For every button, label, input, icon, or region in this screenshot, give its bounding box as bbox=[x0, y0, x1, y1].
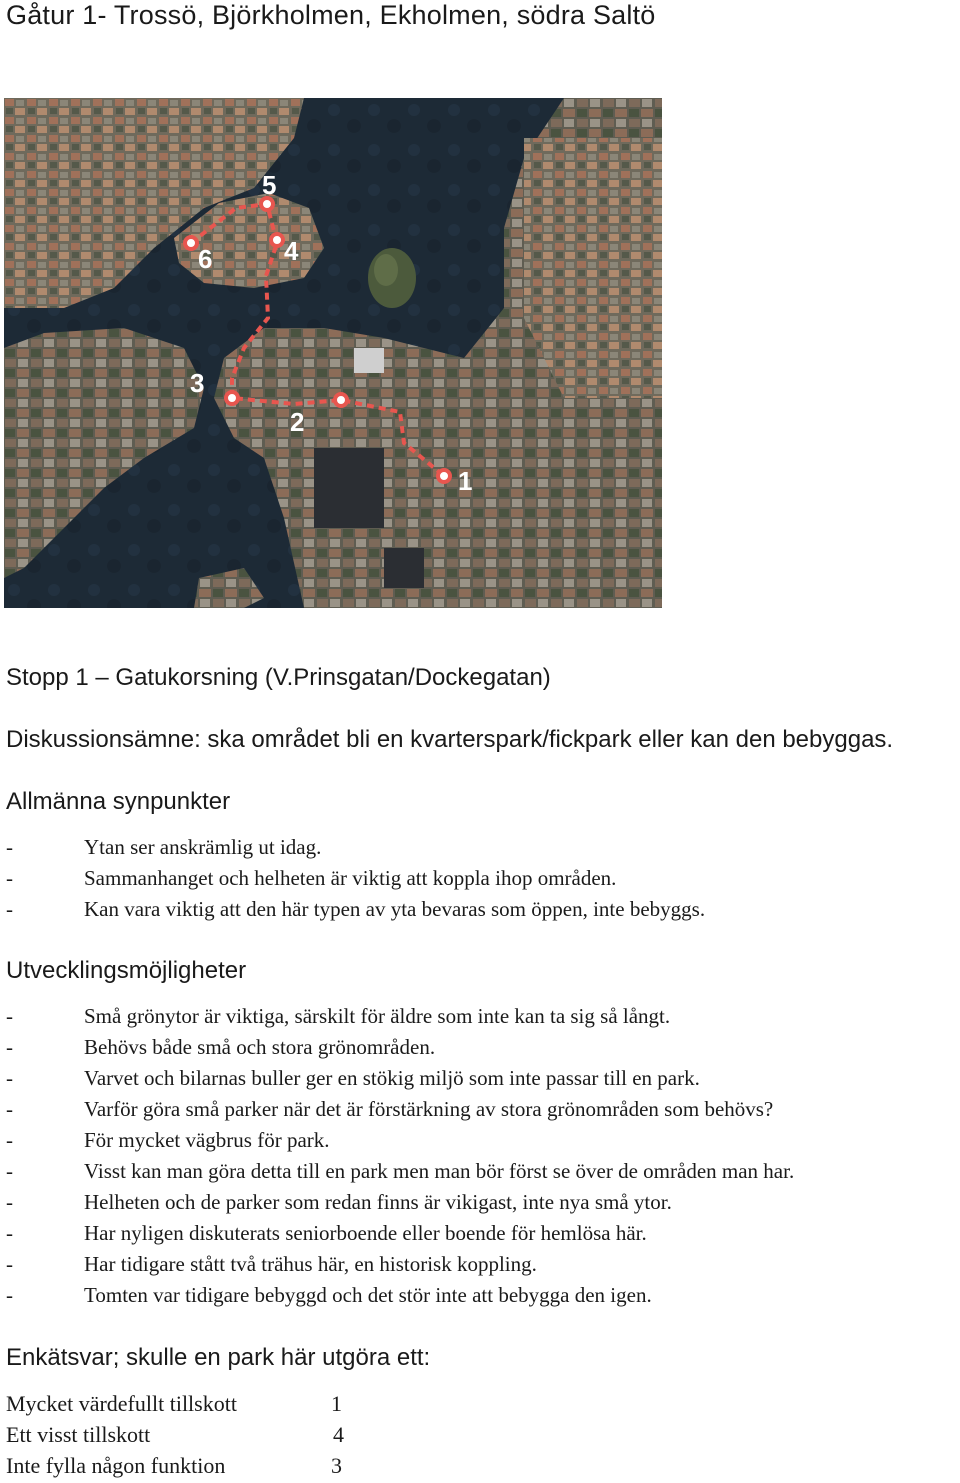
page-title: Gåtur 1- Trossö, Björkholmen, Ekholmen, södra Saltö bbox=[6, 0, 656, 30]
discussion-topic: Diskussionsämne: ska området bli en kvarterspark/fickpark eller kan den bebyggas. bbox=[6, 726, 894, 753]
dash-marker: - bbox=[6, 1097, 13, 1121]
dash-marker: - bbox=[6, 1283, 13, 1307]
stop-label-3: 3 bbox=[190, 368, 205, 398]
survey-row bbox=[6, 1419, 406, 1450]
dash-marker: - bbox=[6, 1004, 13, 1028]
survey-heading: Enkätsvar; skulle en park här utgöra ett: bbox=[6, 1344, 431, 1371]
aerial-map bbox=[4, 98, 662, 608]
survey-count: 4 bbox=[333, 1422, 344, 1447]
dash-marker: - bbox=[6, 897, 13, 921]
stop-label-6: 6 bbox=[198, 244, 213, 274]
dash-marker: - bbox=[6, 835, 13, 859]
dash-marker: - bbox=[6, 1252, 13, 1276]
survey-label: Ett visst tillskott bbox=[6, 1422, 151, 1447]
general-heading: Allmänna synpunkter bbox=[6, 788, 231, 815]
dash-marker: - bbox=[6, 1159, 13, 1183]
dash-marker: - bbox=[6, 1221, 13, 1245]
stop-label-2: 2 bbox=[290, 407, 305, 437]
survey-row bbox=[6, 1450, 406, 1481]
dash-marker: - bbox=[6, 1066, 13, 1090]
survey-count: 3 bbox=[331, 1453, 342, 1478]
stop-heading: Stopp 1 – Gatukorsning (V.Prinsgatan/Dockegatan) bbox=[6, 664, 551, 691]
survey-row bbox=[6, 1388, 406, 1419]
dash-marker: - bbox=[6, 866, 13, 890]
dash-marker: - bbox=[6, 1128, 13, 1152]
stop-label-4: 4 bbox=[284, 236, 299, 266]
stop-label-1: 1 bbox=[458, 466, 473, 496]
survey-label: Mycket värdefullt tillskott bbox=[6, 1391, 237, 1416]
stop-label-5: 5 bbox=[262, 170, 277, 200]
dash-marker: - bbox=[6, 1190, 13, 1214]
development-heading: Utvecklingsmöjligheter bbox=[6, 957, 247, 984]
dash-marker: - bbox=[6, 1035, 13, 1059]
survey-results bbox=[6, 1388, 406, 1481]
survey-count: 1 bbox=[331, 1391, 342, 1416]
survey-label: Inte fylla någon funktion bbox=[6, 1453, 226, 1478]
